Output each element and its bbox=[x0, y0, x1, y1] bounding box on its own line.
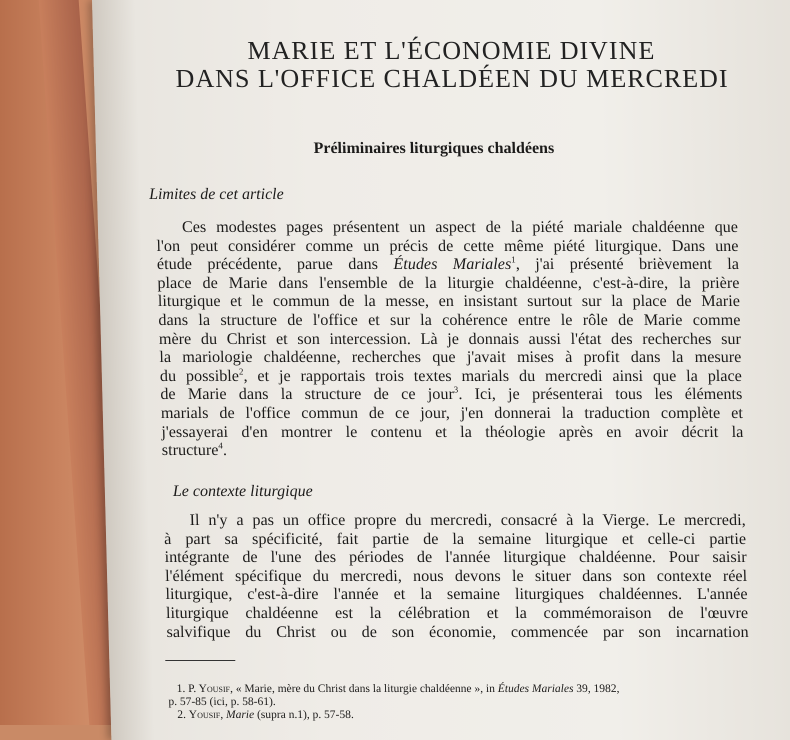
footnote-ref[interactable]: 3 bbox=[453, 384, 459, 395]
footnote-divider bbox=[165, 660, 235, 661]
text-line: liturgique chaldéenne est la célébration et la commémoraison de l'œuvre bbox=[165, 603, 749, 622]
text-line: Ces modestes pages présentent un aspect de la piété mariale chaldéenne que bbox=[181, 218, 739, 236]
footnote-ref[interactable]: 4 bbox=[218, 440, 223, 451]
article-title-line1: MARIE ET L'ÉCONOMIE DIVINE bbox=[247, 36, 656, 65]
text-line: à part sa spécificité, fait partie de la semaine liturgique et celle-ci partie bbox=[163, 529, 747, 548]
journal-title: Études Mariales bbox=[393, 255, 512, 274]
text-line: de Marie dans la structure de ce jour$^3$. Ici, je présenterai tous les éléments bbox=[160, 384, 743, 404]
paragraph-limites bbox=[156, 218, 744, 460]
text-line: salvifique du Christ ou de son économie, commencée par son incarnation bbox=[166, 622, 749, 641]
footnote-2: 2. Yousif, Marie (supra n.1), p. 57-58. bbox=[177, 709, 354, 721]
text-line: étude précédente, parue dans Études Mariales$^1$, j'ai présenté brièvement la bbox=[156, 254, 740, 274]
text-line: j'essayerai d'en montrer le contenu et la théologie après en avoir décrit la bbox=[161, 422, 744, 441]
footnote-1: 1. P. Yousif, « Marie, mère du Christ dans la liturgie chaldéenne », in Études Mariales 39, 1982, bbox=[176, 683, 620, 695]
text-line: liturgique, c'est-à-dire l'année et la semaine liturgiques chaldéennes. L'année bbox=[165, 585, 748, 604]
section-heading: Préliminaires liturgiques chaldéens bbox=[313, 140, 555, 157]
footnote-1-cont: p. 57-85 (ici, p. 58-61). bbox=[168, 696, 276, 708]
paragraph-contexte bbox=[163, 511, 748, 641]
text-line: structure$^4$. bbox=[161, 440, 228, 460]
text-line: l'on peut considérer comme un précis de cette même piété liturgique. Dans une bbox=[156, 236, 739, 255]
footnote-ref[interactable]: 1 bbox=[511, 254, 516, 265]
text-line: intégrante de l'une des périodes de l'année liturgique chaldéenne. Pour saisir bbox=[164, 548, 747, 567]
text-line: marials de l'office commun de ce jour, j'en donnerai la traduction complète et bbox=[160, 403, 744, 422]
article-title-line2: DANS L'OFFICE CHALDÉEN DU MERCREDI bbox=[175, 64, 729, 93]
text-line: liturgique et le commun de la messe, en insistant surtout sur la place de Marie bbox=[157, 292, 741, 311]
text-line: dans la structure de l'office et sur la cohérence entre le rôle de Marie comme bbox=[158, 310, 741, 329]
text-line: place de Marie dans l'ensemble de la liturgie chaldéenne, c'est-à-dire, la prière bbox=[157, 273, 740, 292]
book-page bbox=[92, 0, 790, 740]
text-line: Il n'y a pas un office propre du mercredi, consacré à la Vierge. Le mercredi, bbox=[189, 511, 746, 529]
text-line: mère du Christ et son intercession. Là je donnais aussi l'état des recherches sur bbox=[158, 329, 742, 348]
subheading-contexte: Le contexte liturgique bbox=[172, 483, 313, 500]
footnotes bbox=[168, 683, 729, 722]
text-line: du possible$^2$, et je rapportais trois textes marials du mercredi ainsi que la place bbox=[159, 366, 743, 385]
footnote-ref[interactable]: 2 bbox=[238, 366, 244, 377]
subheading-limites: Limites de cet article bbox=[148, 186, 284, 203]
text-line: l'élément spécifique du mercredi, nous devons le situer dans son contexte réel bbox=[164, 566, 748, 585]
text-line: la mariologie chaldéenne, recherches que j'avait mises à profit dans la mesure bbox=[159, 348, 742, 367]
